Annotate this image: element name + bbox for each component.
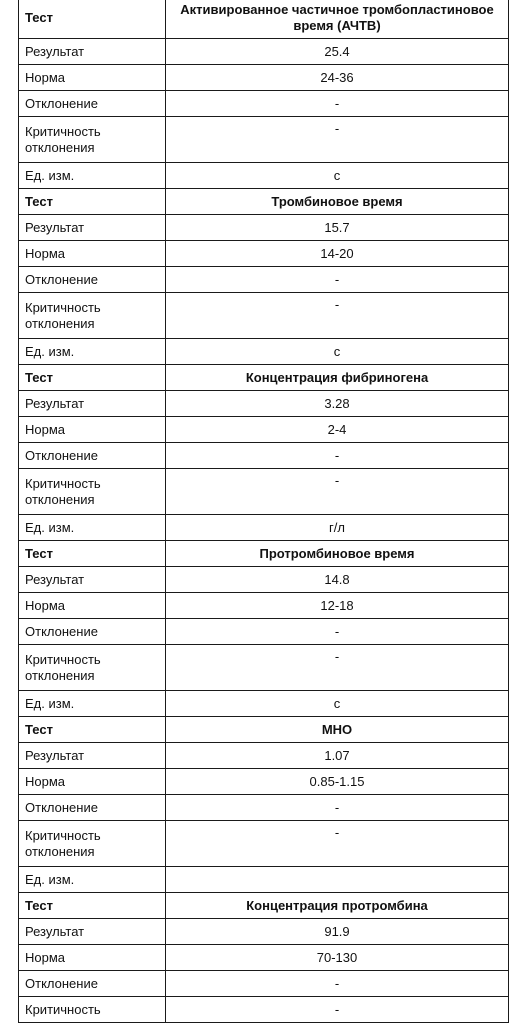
lab-results-body (19, 0, 509, 1023)
criticality-label: Критичность отклонения (19, 117, 166, 163)
deviation-label: Отклонение (19, 443, 166, 469)
deviation-label: Отклонение (19, 91, 166, 117)
criticality-value: - (166, 469, 509, 515)
norm-row (19, 417, 509, 443)
criticality-value: - (166, 997, 509, 1023)
result-row (19, 743, 509, 769)
test-value: Концентрация протромбина (166, 893, 509, 919)
criticality-row (19, 821, 509, 867)
deviation-label: Отклонение (19, 619, 166, 645)
result-label: Результат (19, 215, 166, 241)
norm-value: 14-20 (166, 241, 509, 267)
unit-label: Ед. изм. (19, 515, 166, 541)
result-label: Результат (19, 919, 166, 945)
result-label: Результат (19, 39, 166, 65)
test-label: Тест (19, 541, 166, 567)
norm-value: 24-36 (166, 65, 509, 91)
test-row (19, 189, 509, 215)
test-value: Концентрация фибриногена (166, 365, 509, 391)
unit-value: с (166, 691, 509, 717)
deviation-row (19, 971, 509, 997)
test-label: Тест (19, 893, 166, 919)
result-row (19, 39, 509, 65)
unit-value: с (166, 339, 509, 365)
deviation-row (19, 619, 509, 645)
norm-value: 0.85-1.15 (166, 769, 509, 795)
deviation-value: - (166, 795, 509, 821)
result-row (19, 919, 509, 945)
result-row (19, 215, 509, 241)
result-value: 3.28 (166, 391, 509, 417)
criticality-label: Критичность отклонения (19, 293, 166, 339)
criticality-row (19, 293, 509, 339)
result-value: 1.07 (166, 743, 509, 769)
norm-row (19, 65, 509, 91)
deviation-value: - (166, 971, 509, 997)
norm-label: Норма (19, 241, 166, 267)
unit-row (19, 515, 509, 541)
unit-label: Ед. изм. (19, 339, 166, 365)
norm-row (19, 241, 509, 267)
unit-value (166, 867, 509, 893)
deviation-value: - (166, 619, 509, 645)
norm-value: 70-130 (166, 945, 509, 971)
result-label: Результат (19, 391, 166, 417)
criticality-value: - (166, 645, 509, 691)
unit-row (19, 867, 509, 893)
result-label: Результат (19, 567, 166, 593)
unit-label: Ед. изм. (19, 163, 166, 189)
norm-label: Норма (19, 769, 166, 795)
test-label: Тест (19, 189, 166, 215)
criticality-row (19, 117, 509, 163)
test-value: Тромбиновое время (166, 189, 509, 215)
norm-label: Норма (19, 593, 166, 619)
test-row (19, 893, 509, 919)
unit-value: с (166, 163, 509, 189)
result-label: Результат (19, 743, 166, 769)
test-label: Тест (19, 365, 166, 391)
unit-row (19, 691, 509, 717)
criticality-value: - (166, 293, 509, 339)
norm-label: Норма (19, 945, 166, 971)
deviation-row (19, 91, 509, 117)
deviation-row (19, 267, 509, 293)
norm-label: Норма (19, 417, 166, 443)
deviation-label: Отклонение (19, 795, 166, 821)
norm-row (19, 769, 509, 795)
test-label: Тест (19, 717, 166, 743)
result-row (19, 391, 509, 417)
result-value: 91.9 (166, 919, 509, 945)
test-row (19, 365, 509, 391)
test-label: Тест (19, 0, 166, 39)
deviation-label: Отклонение (19, 267, 166, 293)
test-row (19, 541, 509, 567)
norm-row (19, 945, 509, 971)
criticality-label: Критичность (19, 997, 166, 1023)
test-value: Активированное частичное тромбопластиновое время (АЧТВ) (166, 0, 509, 39)
criticality-label: Критичность отклонения (19, 645, 166, 691)
deviation-row (19, 443, 509, 469)
criticality-label: Критичность отклонения (19, 469, 166, 515)
test-row (19, 717, 509, 743)
norm-label: Норма (19, 65, 166, 91)
result-value: 14.8 (166, 567, 509, 593)
deviation-value: - (166, 443, 509, 469)
unit-row (19, 339, 509, 365)
unit-value: г/л (166, 515, 509, 541)
criticality-row (19, 469, 509, 515)
criticality-row (19, 997, 509, 1023)
deviation-value: - (166, 267, 509, 293)
criticality-value: - (166, 117, 509, 163)
deviation-row (19, 795, 509, 821)
unit-label: Ед. изм. (19, 867, 166, 893)
criticality-row (19, 645, 509, 691)
deviation-label: Отклонение (19, 971, 166, 997)
unit-row (19, 163, 509, 189)
norm-value: 12-18 (166, 593, 509, 619)
result-value: 25.4 (166, 39, 509, 65)
deviation-value: - (166, 91, 509, 117)
test-value: Протромбиновое время (166, 541, 509, 567)
lab-results-table (18, 0, 509, 1023)
result-value: 15.7 (166, 215, 509, 241)
test-row (19, 0, 509, 39)
norm-row (19, 593, 509, 619)
criticality-value: - (166, 821, 509, 867)
criticality-label: Критичность отклонения (19, 821, 166, 867)
result-row (19, 567, 509, 593)
norm-value: 2-4 (166, 417, 509, 443)
test-value: МНО (166, 717, 509, 743)
unit-label: Ед. изм. (19, 691, 166, 717)
